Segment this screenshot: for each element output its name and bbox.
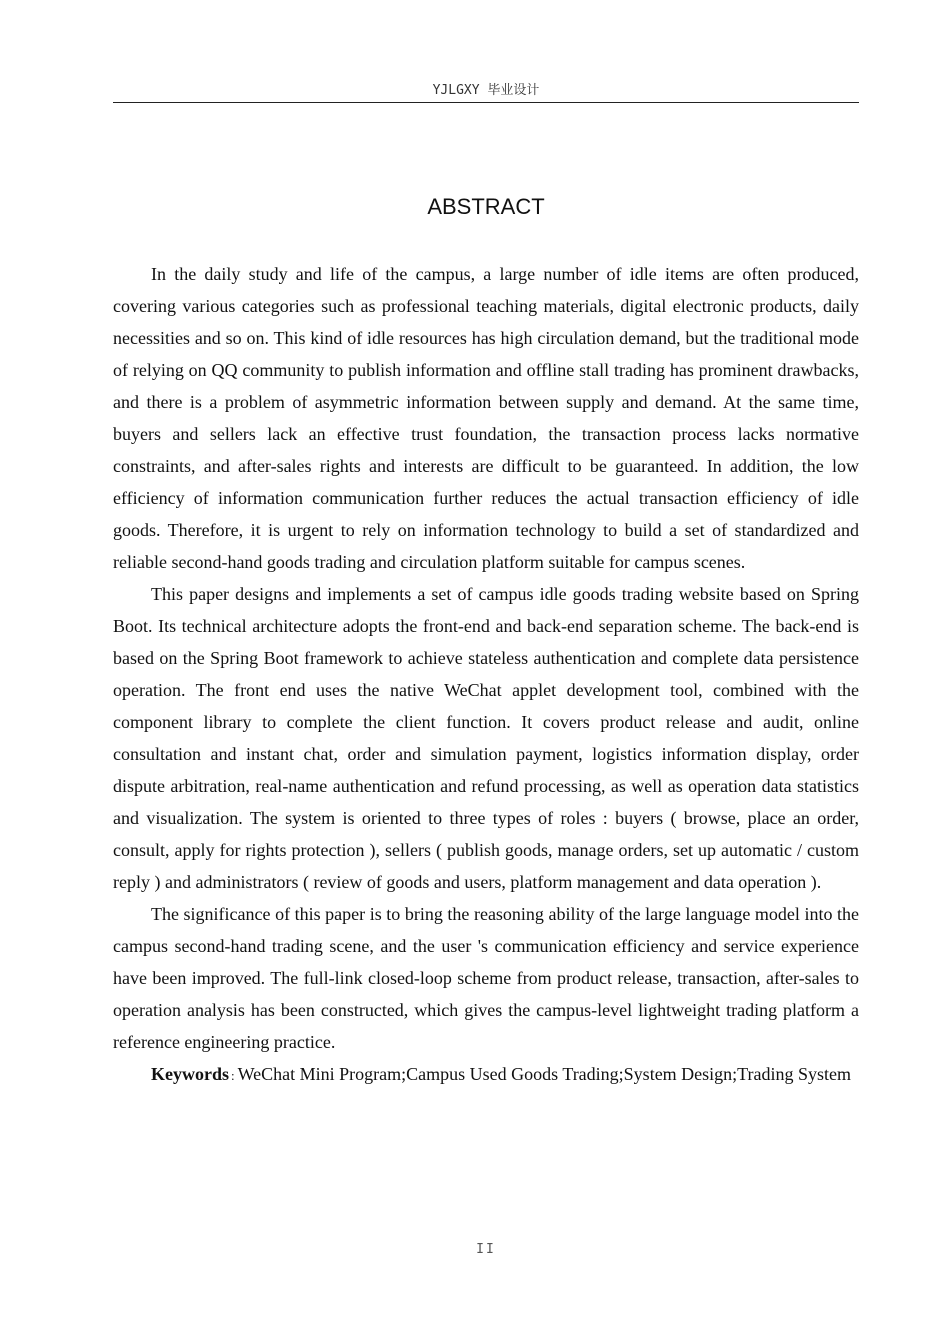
keywords-separator: : xyxy=(231,1068,235,1083)
page-number: II xyxy=(476,1242,496,1257)
keywords-line xyxy=(113,1058,859,1092)
abstract-paragraph-1: In the daily study and life of the campus, a large number of idle items are often produced, covering various categories such as professional teaching materials, digital electronic products, daily necessities and so on. This kind of idle resources has high circulation demand, but the traditional mode of relying on QQ community to publish information and offline stall trading has prominent drawbacks, and there is a problem of asymmetric information between supply and demand. At the same time, buyers and sellers lack an effective trust foundation, the transaction process lacks normative constraints, and after-sales rights and interests are difficult to be guaranteed. In addition, the low efficiency of information communication further reduces the actual transaction efficiency of idle goods. Therefore, it is urgent to rely on information technology to build a set of standardized and reliable second-hand goods trading and circulation platform suitable for campus scenes. xyxy=(113,264,859,572)
abstract-title: ABSTRACT xyxy=(427,194,545,219)
abstract-body xyxy=(113,258,859,1092)
page-header xyxy=(113,82,859,103)
keywords-label: Keywords xyxy=(151,1064,229,1084)
abstract-paragraph-3: The significance of this paper is to bring the reasoning ability of the large language model into the campus second-hand trading scene, and the user 's communication efficiency and service experience have been improved. The full-link closed-loop scheme from product release, transaction, after-sales to operation analysis has been constructed, which gives the campus-level lightweight trading platform a reference engineering practice. xyxy=(113,904,859,1052)
header-text: YJLGXY 毕业设计 xyxy=(432,83,540,98)
keywords-text: WeChat Mini Program;Campus Used Goods Trading;System Design;Trading System xyxy=(237,1064,852,1084)
abstract-paragraph-2: This paper designs and implements a set of campus idle goods trading website based on Spring Boot. Its technical architecture adopts the front-end and back-end separation scheme. The back-end is based on the Spring Boot framework to achieve stateless authentication and complete data persistence operation. The front end uses the native WeChat applet development tool, combined with the component library to complete the client function. It covers product release and audit, online consultation and instant chat, order and simulation payment, logistics information display, order dispute arbitration, real-name authentication and refund processing, as well as operation data statistics and visualization. The system is oriented to three types of roles : buyers ( browse, place an order, consult, apply for rights protection ), sellers ( publish goods, manage orders, set up automatic / custom reply ) and administrators ( review of goods and users, platform management and data operation ). xyxy=(113,584,859,892)
